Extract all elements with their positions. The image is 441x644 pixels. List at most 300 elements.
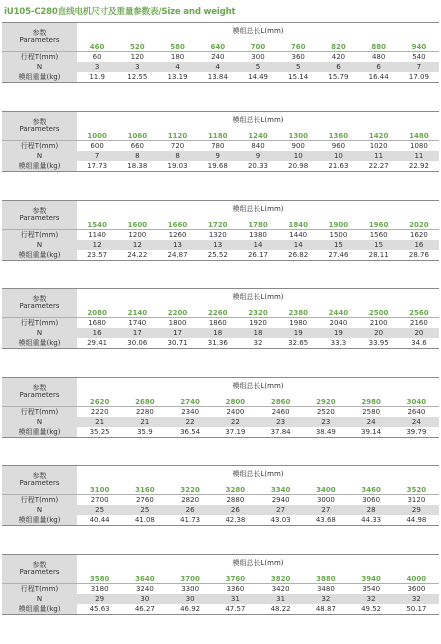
value-cell: 4: [157, 62, 197, 72]
value-cell: 15: [318, 240, 358, 250]
value-cell: 3180: [77, 584, 122, 595]
value-cell: 2280: [122, 407, 167, 418]
value-cell: 26: [168, 505, 213, 515]
n-row: [2, 505, 439, 515]
row-label: 模组重量(kg): [2, 515, 77, 526]
value-cell: 44.98: [394, 515, 439, 526]
parameters-header: [2, 555, 77, 584]
length-cell: 1120: [157, 129, 197, 141]
value-cell: 23.57: [77, 250, 117, 261]
value-cell: 240: [198, 52, 238, 63]
length-cell: 1600: [117, 218, 157, 230]
length-cell: 3100: [77, 483, 122, 495]
row-label: 模组重量(kg): [2, 427, 77, 438]
length-cell: 2980: [349, 395, 394, 407]
value-cell: 26.17: [238, 250, 278, 261]
parameters-header: [2, 112, 77, 141]
value-cell: 32: [349, 594, 394, 604]
length-cell: 640: [198, 40, 238, 52]
row-label: N: [2, 240, 77, 250]
value-cell: 28.11: [359, 250, 399, 261]
value-cell: 8: [117, 151, 157, 161]
value-cell: 29.41: [77, 338, 117, 349]
value-cell: 1140: [77, 230, 117, 241]
value-cell: 1020: [359, 141, 399, 152]
row-label: N: [2, 505, 77, 515]
parameters-header: [2, 23, 77, 52]
stroke-row: [2, 407, 439, 418]
length-cell: 2680: [122, 395, 167, 407]
total-length-header: 模组总长L(mm): [77, 112, 439, 130]
value-cell: 3420: [258, 584, 303, 595]
value-cell: 5: [278, 62, 318, 72]
length-cell: 2020: [399, 218, 439, 230]
row-label: 行程T(mm): [2, 141, 77, 152]
parameters-label-cn: 参数: [32, 472, 47, 480]
length-cell: 1720: [198, 218, 238, 230]
value-cell: 18.38: [117, 161, 157, 172]
value-cell: 3360: [213, 584, 258, 595]
value-cell: 16: [399, 240, 439, 250]
value-cell: 2880: [213, 495, 258, 506]
parameters-label-en: Parameters: [19, 36, 60, 44]
value-cell: 2460: [258, 407, 303, 418]
length-cell: 3040: [394, 395, 439, 407]
value-cell: 17.09: [399, 72, 439, 83]
spec-table: [2, 377, 439, 438]
length-cell: 3340: [258, 483, 303, 495]
value-cell: 3300: [168, 584, 213, 595]
value-cell: 1800: [157, 318, 197, 329]
value-cell: 360: [278, 52, 318, 63]
value-cell: 12: [117, 240, 157, 250]
value-cell: 3240: [122, 584, 167, 595]
length-cell: 1000: [77, 129, 117, 141]
value-cell: 1080: [399, 141, 439, 152]
value-cell: 22: [168, 417, 213, 427]
value-cell: 43.68: [303, 515, 348, 526]
value-cell: 3120: [394, 495, 439, 506]
value-cell: 22.92: [399, 161, 439, 172]
total-length-header: 模组总长L(mm): [77, 466, 439, 484]
value-cell: 1200: [117, 230, 157, 241]
value-cell: 13.19: [157, 72, 197, 83]
length-cell: 2560: [399, 306, 439, 318]
stroke-row: [2, 584, 439, 595]
value-cell: 12.55: [117, 72, 157, 83]
value-cell: 21: [122, 417, 167, 427]
value-cell: 20: [359, 328, 399, 338]
value-cell: 35.9: [122, 427, 167, 438]
length-cell: 2200: [157, 306, 197, 318]
row-label: N: [2, 62, 77, 72]
value-cell: 6: [318, 62, 358, 72]
row-label: 模组重量(kg): [2, 338, 77, 349]
parameters-header: [2, 378, 77, 407]
value-cell: 180: [157, 52, 197, 63]
value-cell: 3: [117, 62, 157, 72]
value-cell: 19.03: [157, 161, 197, 172]
weight-row: [2, 338, 439, 349]
n-row: [2, 151, 439, 161]
value-cell: 37.19: [213, 427, 258, 438]
value-cell: 11: [359, 151, 399, 161]
value-cell: 28.76: [399, 250, 439, 261]
row-label: 模组重量(kg): [2, 161, 77, 172]
value-cell: 19: [318, 328, 358, 338]
value-cell: 27: [303, 505, 348, 515]
value-cell: 2520: [303, 407, 348, 418]
value-cell: 2340: [168, 407, 213, 418]
parameters-label-en: Parameters: [19, 568, 60, 576]
value-cell: 17: [157, 328, 197, 338]
parameters-label-en: Parameters: [19, 125, 60, 133]
value-cell: 3060: [349, 495, 394, 506]
value-cell: 26.82: [278, 250, 318, 261]
value-cell: 25: [77, 505, 122, 515]
length-cell: 1840: [278, 218, 318, 230]
length-cell: 460: [77, 40, 117, 52]
length-cell: 1240: [238, 129, 278, 141]
value-cell: 14: [278, 240, 318, 250]
value-cell: 44.33: [349, 515, 394, 526]
n-row: [2, 417, 439, 427]
value-cell: 1440: [278, 230, 318, 241]
value-cell: 48.22: [258, 604, 303, 615]
value-cell: 24: [394, 417, 439, 427]
value-cell: 24.87: [157, 250, 197, 261]
value-cell: 31: [213, 594, 258, 604]
length-cell: 1540: [77, 218, 117, 230]
value-cell: 1920: [238, 318, 278, 329]
length-cell: 1900: [318, 218, 358, 230]
value-cell: 7: [399, 62, 439, 72]
value-cell: 2580: [349, 407, 394, 418]
value-cell: 720: [157, 141, 197, 152]
value-cell: 660: [117, 141, 157, 152]
length-cell: 2080: [77, 306, 117, 318]
length-cell: 2380: [278, 306, 318, 318]
length-cell: 520: [117, 40, 157, 52]
length-cell: 3280: [213, 483, 258, 495]
value-cell: 22: [213, 417, 258, 427]
value-cell: 3480: [303, 584, 348, 595]
value-cell: 18: [238, 328, 278, 338]
length-cell: 2440: [318, 306, 358, 318]
total-length-header: 模组总长L(mm): [77, 201, 439, 219]
value-cell: 25.52: [198, 250, 238, 261]
value-cell: 540: [399, 52, 439, 63]
stroke-row: [2, 318, 439, 329]
value-cell: 120: [117, 52, 157, 63]
page-title: iU105-C280直线电机尺寸及重量参数表/Size and weight: [4, 7, 236, 17]
value-cell: 28: [349, 505, 394, 515]
length-cell: 1360: [318, 129, 358, 141]
value-cell: 5: [238, 62, 278, 72]
parameters-label-cn: 参数: [32, 561, 47, 569]
value-cell: 16.44: [359, 72, 399, 83]
value-cell: 39.79: [394, 427, 439, 438]
length-cell: 3820: [258, 572, 303, 584]
value-cell: 600: [77, 141, 117, 152]
n-row: [2, 62, 439, 72]
value-cell: 42.38: [213, 515, 258, 526]
length-cell: 3520: [394, 483, 439, 495]
value-cell: 18: [198, 328, 238, 338]
row-label: 行程T(mm): [2, 230, 77, 241]
parameters-label-cn: 参数: [32, 295, 47, 303]
row-label: N: [2, 594, 77, 604]
weight-row: [2, 250, 439, 261]
parameters-header: [2, 201, 77, 230]
row-label: 行程T(mm): [2, 52, 77, 63]
stroke-row: [2, 230, 439, 241]
row-label: 模组重量(kg): [2, 250, 77, 261]
value-cell: 24.22: [117, 250, 157, 261]
value-cell: 45.63: [77, 604, 122, 615]
value-cell: 46.27: [122, 604, 167, 615]
value-cell: 300: [238, 52, 278, 63]
row-label: N: [2, 417, 77, 427]
value-cell: 13: [198, 240, 238, 250]
value-cell: 30: [122, 594, 167, 604]
value-cell: 2400: [213, 407, 258, 418]
length-cell: 820: [318, 40, 358, 52]
total-length-header: 模组总长L(mm): [77, 289, 439, 307]
spec-table: [2, 111, 439, 172]
parameters-label-en: Parameters: [19, 391, 60, 399]
value-cell: 3: [77, 62, 117, 72]
length-cell: 2860: [258, 395, 303, 407]
value-cell: 43.03: [258, 515, 303, 526]
value-cell: 36.54: [168, 427, 213, 438]
value-cell: 13.84: [198, 72, 238, 83]
value-cell: 840: [238, 141, 278, 152]
value-cell: 47.57: [213, 604, 258, 615]
value-cell: 27: [258, 505, 303, 515]
parameters-label-cn: 参数: [32, 29, 47, 37]
length-cell: 580: [157, 40, 197, 52]
length-cell: 3460: [349, 483, 394, 495]
value-cell: 1980: [278, 318, 318, 329]
weight-row: [2, 515, 439, 526]
value-cell: 9: [198, 151, 238, 161]
length-cell: 3220: [168, 483, 213, 495]
value-cell: 3600: [394, 584, 439, 595]
spec-table: [2, 22, 439, 83]
value-cell: 2640: [394, 407, 439, 418]
value-cell: 9: [238, 151, 278, 161]
row-label: 模组重量(kg): [2, 72, 77, 83]
length-cell: 3400: [303, 483, 348, 495]
weight-row: [2, 72, 439, 83]
value-cell: 21.63: [318, 161, 358, 172]
weight-row: [2, 604, 439, 615]
length-cell: 1660: [157, 218, 197, 230]
value-cell: 960: [318, 141, 358, 152]
total-length-header: 模组总长L(mm): [77, 378, 439, 396]
length-cell: 880: [359, 40, 399, 52]
length-cell: 3880: [303, 572, 348, 584]
length-cell: 700: [238, 40, 278, 52]
value-cell: 32: [238, 338, 278, 349]
length-cell: 2140: [117, 306, 157, 318]
length-cell: 1420: [359, 129, 399, 141]
value-cell: 2700: [77, 495, 122, 506]
length-cell: 3700: [168, 572, 213, 584]
value-cell: 1740: [117, 318, 157, 329]
value-cell: 41.73: [168, 515, 213, 526]
n-row: [2, 594, 439, 604]
value-cell: 1620: [399, 230, 439, 241]
spec-table: [2, 554, 439, 615]
value-cell: 2220: [77, 407, 122, 418]
value-cell: 480: [359, 52, 399, 63]
value-cell: 15.14: [278, 72, 318, 83]
value-cell: 2940: [258, 495, 303, 506]
value-cell: 25: [122, 505, 167, 515]
length-cell: 3760: [213, 572, 258, 584]
value-cell: 23: [258, 417, 303, 427]
value-cell: 30.06: [117, 338, 157, 349]
value-cell: 31: [258, 594, 303, 604]
value-cell: 23: [303, 417, 348, 427]
value-cell: 13: [157, 240, 197, 250]
spec-table: [2, 200, 439, 261]
value-cell: 38.49: [303, 427, 348, 438]
weight-row: [2, 427, 439, 438]
stroke-row: [2, 141, 439, 152]
value-cell: 11: [399, 151, 439, 161]
value-cell: 2820: [168, 495, 213, 506]
value-cell: 50.17: [394, 604, 439, 615]
parameters-header: [2, 289, 77, 318]
value-cell: 48.87: [303, 604, 348, 615]
row-label: 行程T(mm): [2, 407, 77, 418]
value-cell: 2760: [122, 495, 167, 506]
row-label: 行程T(mm): [2, 318, 77, 329]
value-cell: 33.95: [359, 338, 399, 349]
row-label: N: [2, 328, 77, 338]
value-cell: 2100: [359, 318, 399, 329]
value-cell: 19.68: [198, 161, 238, 172]
value-cell: 1680: [77, 318, 117, 329]
length-cell: 2800: [213, 395, 258, 407]
n-row: [2, 240, 439, 250]
value-cell: 29: [394, 505, 439, 515]
value-cell: 26: [213, 505, 258, 515]
value-cell: 39.14: [349, 427, 394, 438]
length-cell: 1480: [399, 129, 439, 141]
length-cell: 3940: [349, 572, 394, 584]
total-length-header: 模组总长L(mm): [77, 555, 439, 573]
row-label: 模组重量(kg): [2, 604, 77, 615]
stroke-row: [2, 495, 439, 506]
length-cell: 2740: [168, 395, 213, 407]
value-cell: 29: [77, 594, 122, 604]
value-cell: 12: [77, 240, 117, 250]
length-cell: 1300: [278, 129, 318, 141]
row-label: N: [2, 151, 77, 161]
value-cell: 35.25: [77, 427, 122, 438]
length-cell: 4000: [394, 572, 439, 584]
value-cell: 20.98: [278, 161, 318, 172]
value-cell: 46.92: [168, 604, 213, 615]
length-cell: 2500: [359, 306, 399, 318]
value-cell: 8: [157, 151, 197, 161]
value-cell: 20.33: [238, 161, 278, 172]
value-cell: 31.36: [198, 338, 238, 349]
value-cell: 16: [77, 328, 117, 338]
spec-table: [2, 288, 439, 349]
parameters-label-cn: 参数: [32, 384, 47, 392]
length-cell: 760: [278, 40, 318, 52]
spec-table: [2, 465, 439, 526]
value-cell: 1560: [359, 230, 399, 241]
value-cell: 6: [359, 62, 399, 72]
value-cell: 4: [198, 62, 238, 72]
value-cell: 34.6: [399, 338, 439, 349]
value-cell: 32: [303, 594, 348, 604]
weight-row: [2, 161, 439, 172]
value-cell: 3000: [303, 495, 348, 506]
total-length-header: 模组总长L(mm): [77, 23, 439, 41]
value-cell: 40.44: [77, 515, 122, 526]
value-cell: 32: [394, 594, 439, 604]
value-cell: 22.27: [359, 161, 399, 172]
length-cell: 2260: [198, 306, 238, 318]
value-cell: 30.71: [157, 338, 197, 349]
value-cell: 17: [117, 328, 157, 338]
value-cell: 420: [318, 52, 358, 63]
value-cell: 15: [359, 240, 399, 250]
value-cell: 30: [168, 594, 213, 604]
value-cell: 24: [349, 417, 394, 427]
value-cell: 20: [399, 328, 439, 338]
length-cell: 940: [399, 40, 439, 52]
value-cell: 17.73: [77, 161, 117, 172]
value-cell: 19: [278, 328, 318, 338]
length-cell: 2920: [303, 395, 348, 407]
value-cell: 900: [278, 141, 318, 152]
parameters-label-en: Parameters: [19, 302, 60, 310]
value-cell: 2040: [318, 318, 358, 329]
row-label: 行程T(mm): [2, 584, 77, 595]
length-cell: 3160: [122, 483, 167, 495]
value-cell: 3540: [349, 584, 394, 595]
value-cell: 1320: [198, 230, 238, 241]
value-cell: 10: [278, 151, 318, 161]
value-cell: 41.08: [122, 515, 167, 526]
value-cell: 32.65: [278, 338, 318, 349]
value-cell: 1500: [318, 230, 358, 241]
length-cell: 3640: [122, 572, 167, 584]
value-cell: 780: [198, 141, 238, 152]
value-cell: 33.3: [318, 338, 358, 349]
value-cell: 15.79: [318, 72, 358, 83]
parameters-label-en: Parameters: [19, 479, 60, 487]
value-cell: 1260: [157, 230, 197, 241]
value-cell: 37.84: [258, 427, 303, 438]
n-row: [2, 328, 439, 338]
value-cell: 7: [77, 151, 117, 161]
value-cell: 21: [77, 417, 122, 427]
length-cell: 1060: [117, 129, 157, 141]
value-cell: 27.46: [318, 250, 358, 261]
value-cell: 14: [238, 240, 278, 250]
parameters-label-cn: 参数: [32, 118, 47, 126]
value-cell: 49.52: [349, 604, 394, 615]
